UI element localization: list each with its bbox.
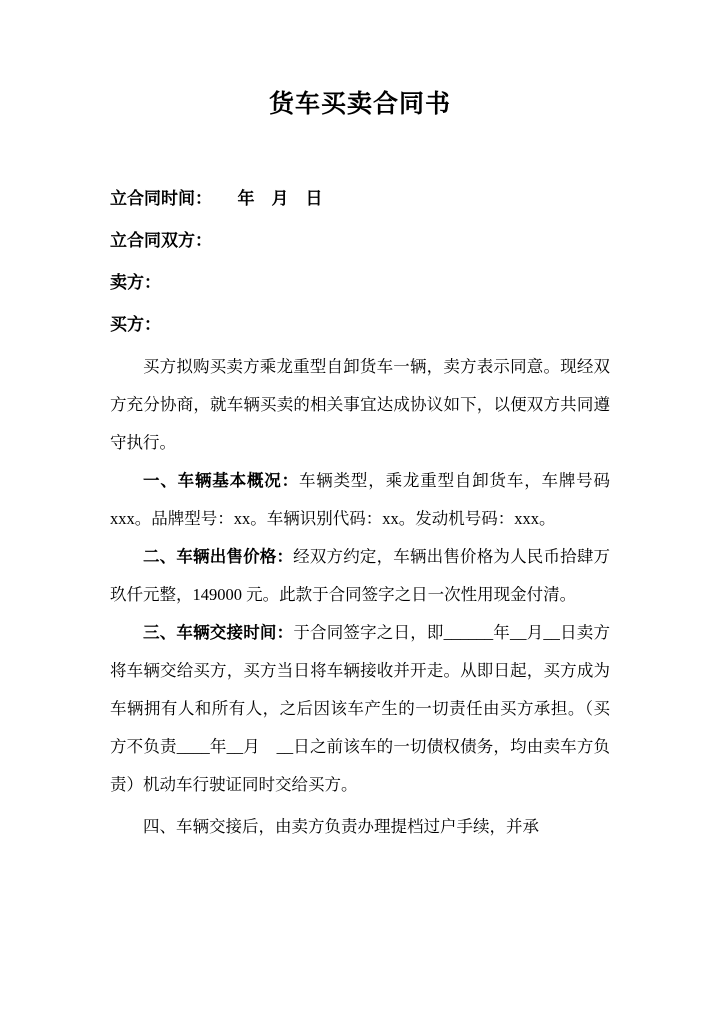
section-1-text: 车辆类型，乘龙重型自卸货车，车牌号码 xxx。品牌型号：xx。车辆识别代码：xx。发动机号码：xxx。: [110, 471, 611, 528]
section-2-paragraph: [110, 538, 610, 614]
meta-label-seller: 卖方：: [110, 273, 161, 292]
section-2-heading: 二、车辆出售价格：: [143, 548, 294, 566]
section-1-paragraph: [110, 462, 610, 538]
section-1-heading: 一、车辆基本概况：: [143, 472, 299, 490]
meta-line-parties: [110, 220, 610, 262]
section-3-paragraph: [110, 614, 610, 804]
section-3-heading: 三、车辆交接时间：: [143, 624, 294, 642]
section-3-text: 于合同签字之日，即______年__月__日卖方将车辆交给买方，买方当日将车辆接收并开走。从即日起，买方成为车辆拥有人和所有人，之后因该车产生的一切责任由买方承担。（买方不负责____年__月 __日之前该车的一切债权债务，均由卖车方负责）机动车行驶证同时交给买方。: [110, 623, 611, 794]
meta-line-contract-time: [110, 178, 610, 220]
section-2-text: 经双方约定，车辆出售价格为人民币拾肆万玖仟元整，149000 元。此款于合同签字之日一次性用现金付清。: [110, 547, 611, 604]
contract-body: [110, 348, 610, 846]
intro-paragraph: [110, 348, 610, 462]
intro-paragraph-text: 买方拟购买卖方乘龙重型自卸货车一辆，卖方表示同意。现经双方充分协商，就车辆买卖的相关事宜达成协议如下，以便双方共同遵守执行。: [110, 357, 610, 452]
meta-label-buyer: 买方：: [110, 315, 161, 334]
meta-value-contract-time: 年 月 日: [203, 189, 323, 208]
section-4-text: 四、车辆交接后，由卖方负责办理提档过户手续，并承: [143, 817, 539, 836]
section-4-paragraph: [110, 808, 610, 846]
document-title: 货车买卖合同书: [268, 91, 451, 118]
meta-line-seller: [110, 262, 610, 304]
meta-label-parties: 立合同双方：: [110, 231, 212, 250]
meta-label-contract-time: 立合同时间：: [110, 189, 204, 208]
meta-line-buyer: [110, 304, 610, 346]
